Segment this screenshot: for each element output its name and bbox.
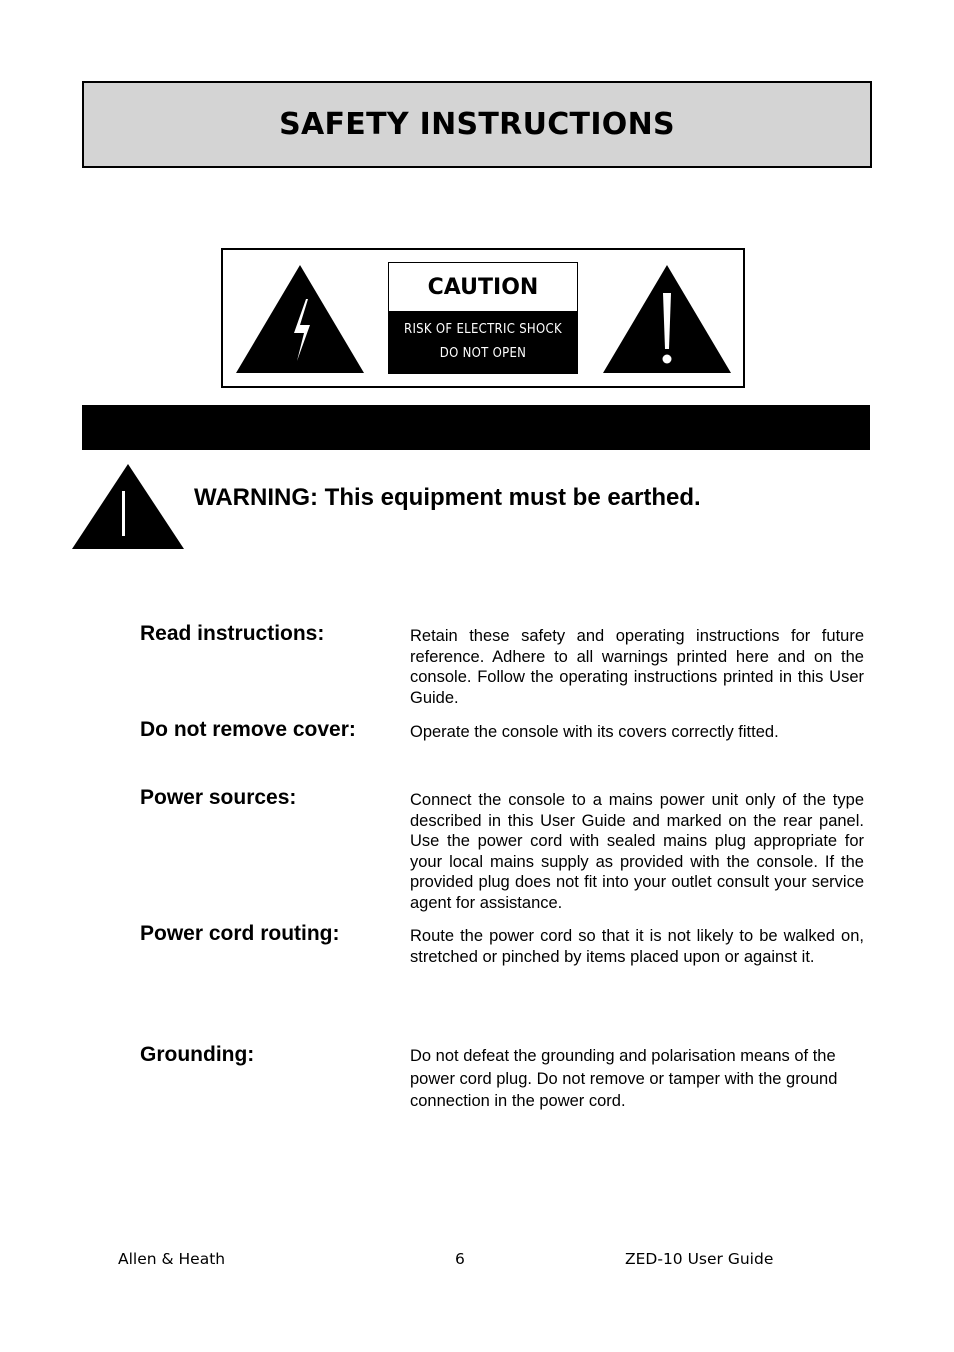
caution-warning-text [389,311,577,373]
desc-read-instructions: Retain these safety and operating instructions for future reference. Adhere to all warnings printed here and on the console. Follow the operating instructions printed in this User Guide. [410,627,864,707]
lightning-bolt-triangle-icon [234,263,366,375]
title-banner [82,81,872,168]
desc-grounding: Do not defeat the grounding and polarisation means of the power cord plug. Do not remove or tamper with the ground connection in the power cord. [410,1047,838,1110]
caution-label [388,262,578,374]
exclamation-triangle-icon [601,263,733,375]
exclamation-triangle-icon [71,463,185,551]
term-read-instructions: Read instructions: [140,622,325,645]
term-power-cord-routing: Power cord routing: [140,922,340,945]
term-grounding: Grounding: [140,1043,255,1066]
footer-guide-title: ZED-10 User Guide [625,1250,774,1268]
footer-page-number: 6 [455,1250,465,1268]
desc-power-sources: Connect the console to a mains power unit only of the type described in this User Guide and marked on the rear panel. Use the power cord with sealed mains plug appropriate for your local mains supply as provided with the console. If the provided plug does not fit into your outlet consult your service agent for assistance. [410,791,864,912]
divider-bar [82,405,870,450]
term-do-not-remove-cover: Do not remove cover: [140,718,356,741]
caution-line-2: DO NOT OPEN [439,346,527,361]
desc-power-cord-routing: Route the power cord so that it is not likely to be walked on, stretched or pinched by items placed upon or against it. [410,927,864,966]
footer-publisher: Allen & Heath [118,1250,226,1268]
page-title: SAFETY INSTRUCTIONS [279,107,675,142]
warning-heading: WARNING: This equipment must be earthed. [194,484,701,511]
caution-line-1: RISK OF ELECTRIC SHOCK [404,322,562,337]
desc-do-not-remove-cover: Operate the console with its covers correctly fitted. [410,723,779,741]
term-power-sources: Power sources: [140,786,297,809]
caution-symbol-panel [221,248,745,388]
caution-heading: CAUTION [427,274,539,300]
